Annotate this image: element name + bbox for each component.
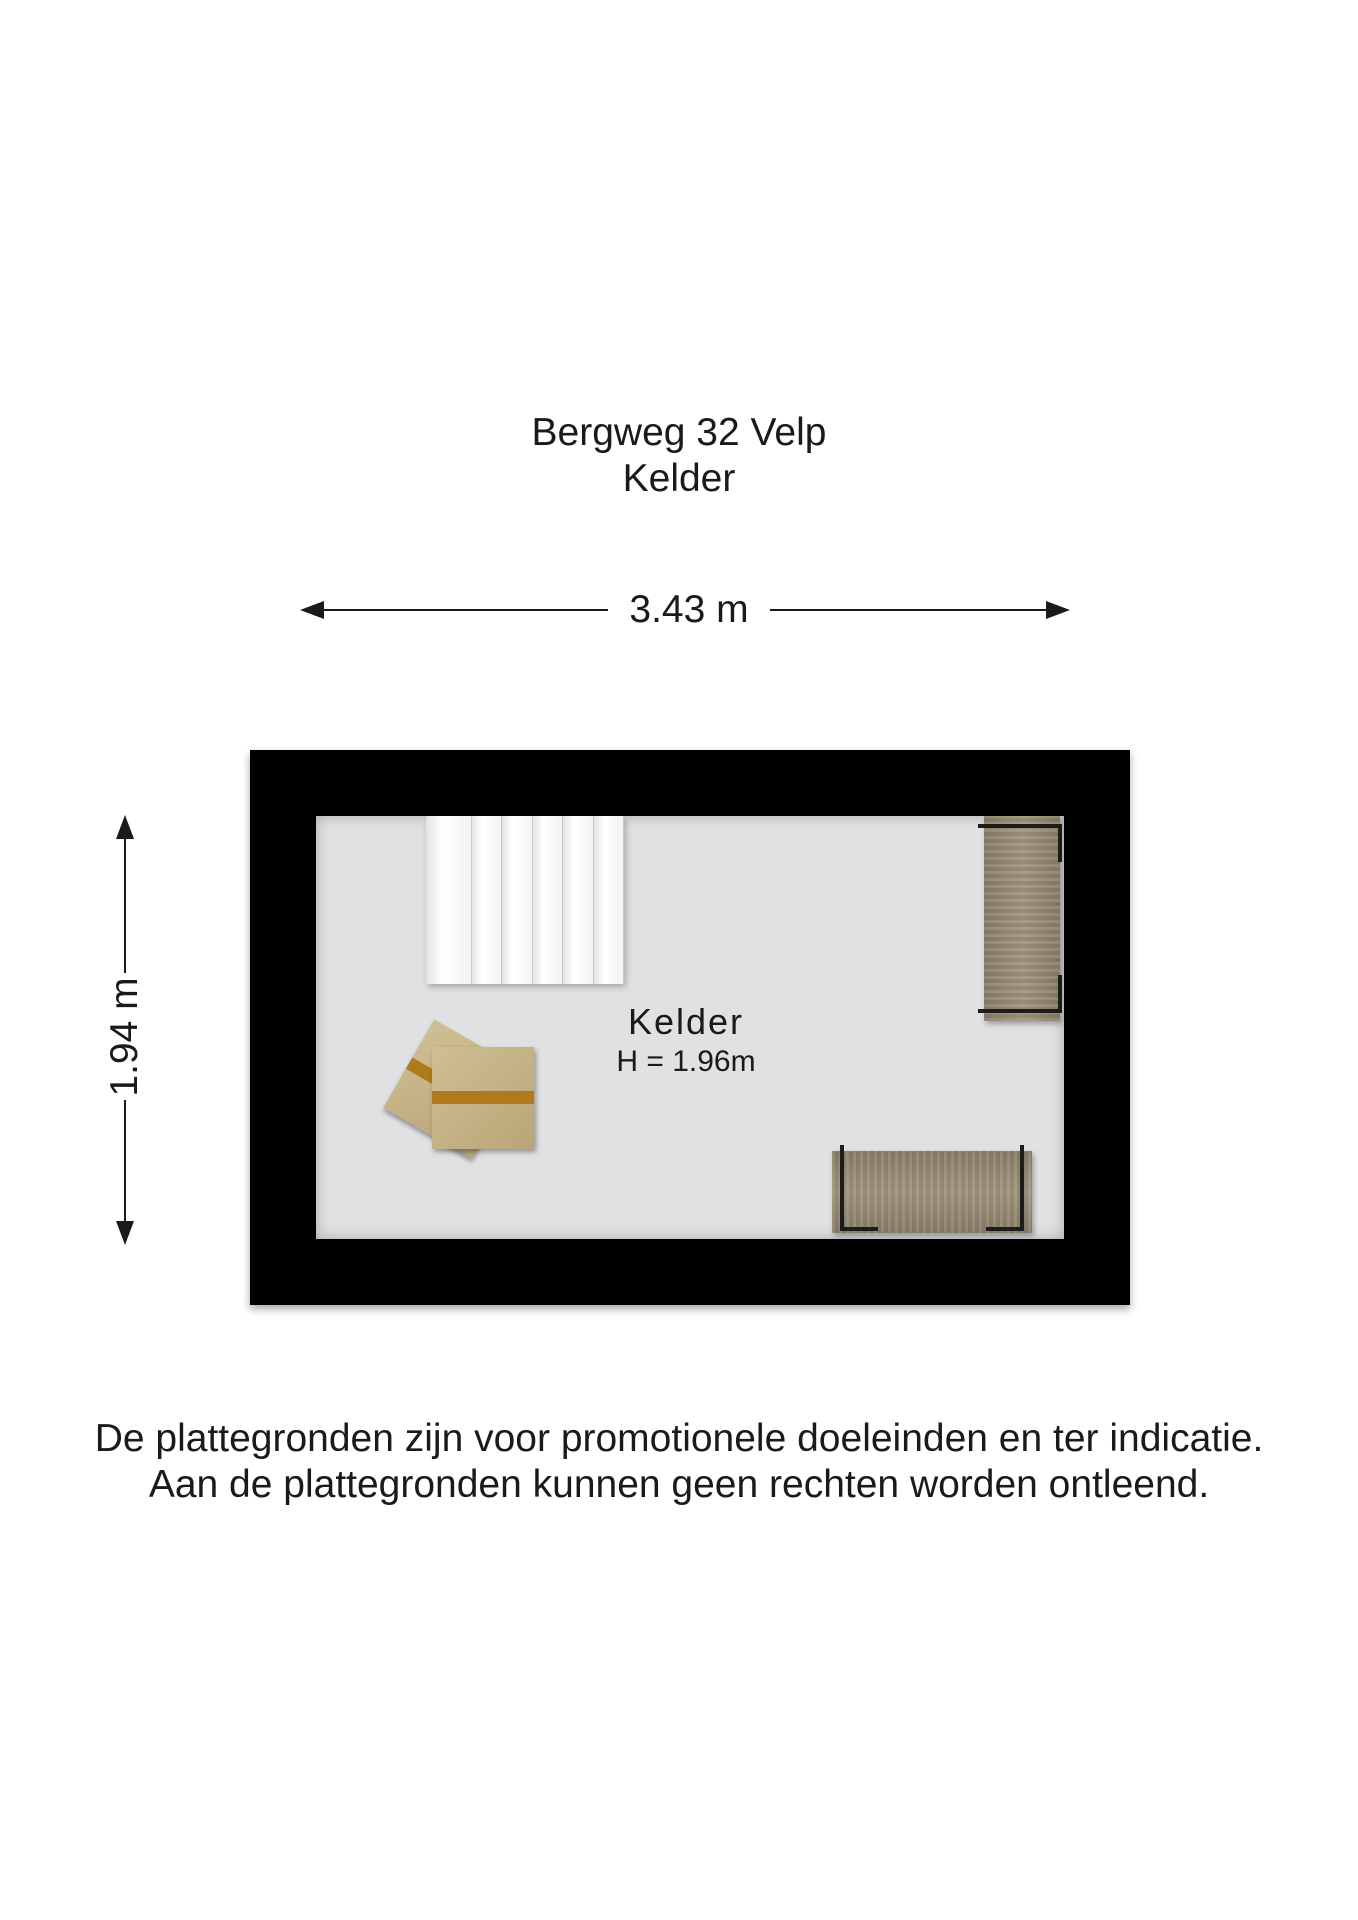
storage-box [432,1047,534,1149]
bench-leg [978,1009,1062,1013]
disclaimer-line: Aan de plattegronden kunnen geen rechten worden ontleend. [148,1463,1210,1506]
disclaimer-line: De plattegronden zijn voor promotionele doeleinden en ter indicatie. [94,1417,1264,1460]
floorplan-walls [250,750,1130,1305]
dimension-line [124,825,126,973]
address-title: Bergweg 32 Velp [531,411,827,454]
width-label: 3.43 m [629,588,749,631]
dimension-line [308,609,608,611]
wooden-bench [832,1151,1032,1233]
arrow-right-icon [1046,601,1070,619]
dimension-line [770,609,1062,611]
bench-leg [840,1145,844,1231]
stair-step [563,816,593,984]
bench-leg [986,1227,1024,1231]
staircase [426,816,624,984]
stair-step [533,816,563,984]
bench-leg [1058,824,1062,862]
floor-title: Kelder [622,457,736,500]
stair-step [594,816,624,984]
arrow-down-icon [116,1221,134,1245]
bench-leg [978,824,1062,828]
bench-leg [840,1227,878,1231]
bench-leg [1020,1145,1024,1231]
width-dimension [300,585,1070,635]
stair-step [472,816,502,984]
bench-leg [1058,975,1062,1013]
dimension-line [124,1100,126,1235]
stair-step [426,816,472,984]
box-tape [432,1091,534,1104]
depth-label: 1.94 m [103,977,146,1097]
depth-dimension [100,815,150,1245]
room-name: Kelder [627,1001,745,1042]
wooden-bench [984,816,1060,1021]
room-height: H = 1.96m [616,1045,756,1078]
room-floor [316,816,1064,1239]
stair-step [502,816,532,984]
